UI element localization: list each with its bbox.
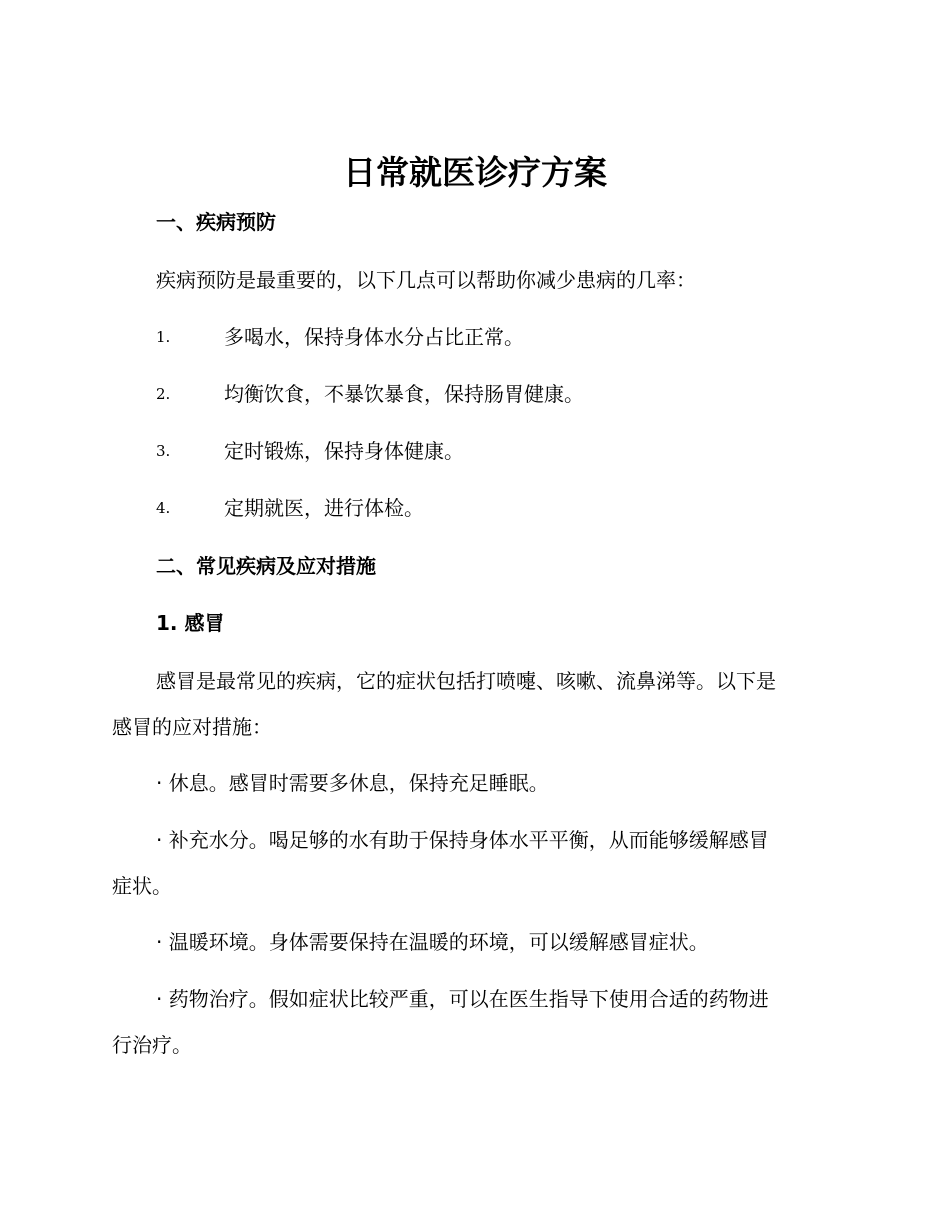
bullet-line: · 药物治疗。假如症状比较严重，可以在医生指导下使用合适的药物进 — [156, 987, 769, 1011]
paragraph-line: 感冒的应对措施： — [112, 715, 272, 739]
list-text: 定时锻炼，保持身体健康。 — [224, 439, 464, 463]
section-heading-common-diseases: 二、常见疾病及应对措施 — [156, 554, 376, 578]
bullet-line: 行治疗。 — [112, 1033, 192, 1057]
list-text: 定期就医，进行体检。 — [224, 496, 424, 520]
subheading-cold: 1. 感冒 — [156, 611, 225, 635]
bullet-line: · 休息。感冒时需要多休息，保持充足睡眠。 — [156, 771, 549, 795]
bullet-line: · 补充水分。喝足够的水有助于保持身体水平平衡，从而能够缓解感冒 — [156, 828, 769, 852]
list-text: 多喝水，保持身体水分占比正常。 — [224, 325, 524, 349]
section-heading-prevention: 一、疾病预防 — [156, 210, 276, 234]
bullet-line: · 温暖环境。身体需要保持在温暖的环境，可以缓解感冒症状。 — [156, 930, 709, 954]
list-number: 1. — [156, 328, 171, 346]
prevention-intro: 疾病预防是最重要的，以下几点可以帮助你减少患病的几率： — [156, 268, 696, 292]
bullet-item — [112, 817, 832, 909]
cold-intro-paragraph — [112, 658, 832, 750]
list-number: 4. — [156, 499, 171, 517]
list-number: 2. — [156, 385, 171, 403]
bullet-line: 症状。 — [112, 874, 172, 898]
bullet-item — [112, 976, 832, 1068]
bullet-item — [112, 919, 832, 965]
list-number: 3. — [156, 442, 171, 460]
document-title: 日常就医诊疗方案 — [343, 153, 607, 192]
paragraph-line: 感冒是最常见的疾病，它的症状包括打喷嚏、咳嗽、流鼻涕等。以下是 — [156, 669, 776, 693]
bullet-item — [112, 760, 832, 806]
list-text: 均衡饮食，不暴饮暴食，保持肠胃健康。 — [224, 382, 584, 406]
